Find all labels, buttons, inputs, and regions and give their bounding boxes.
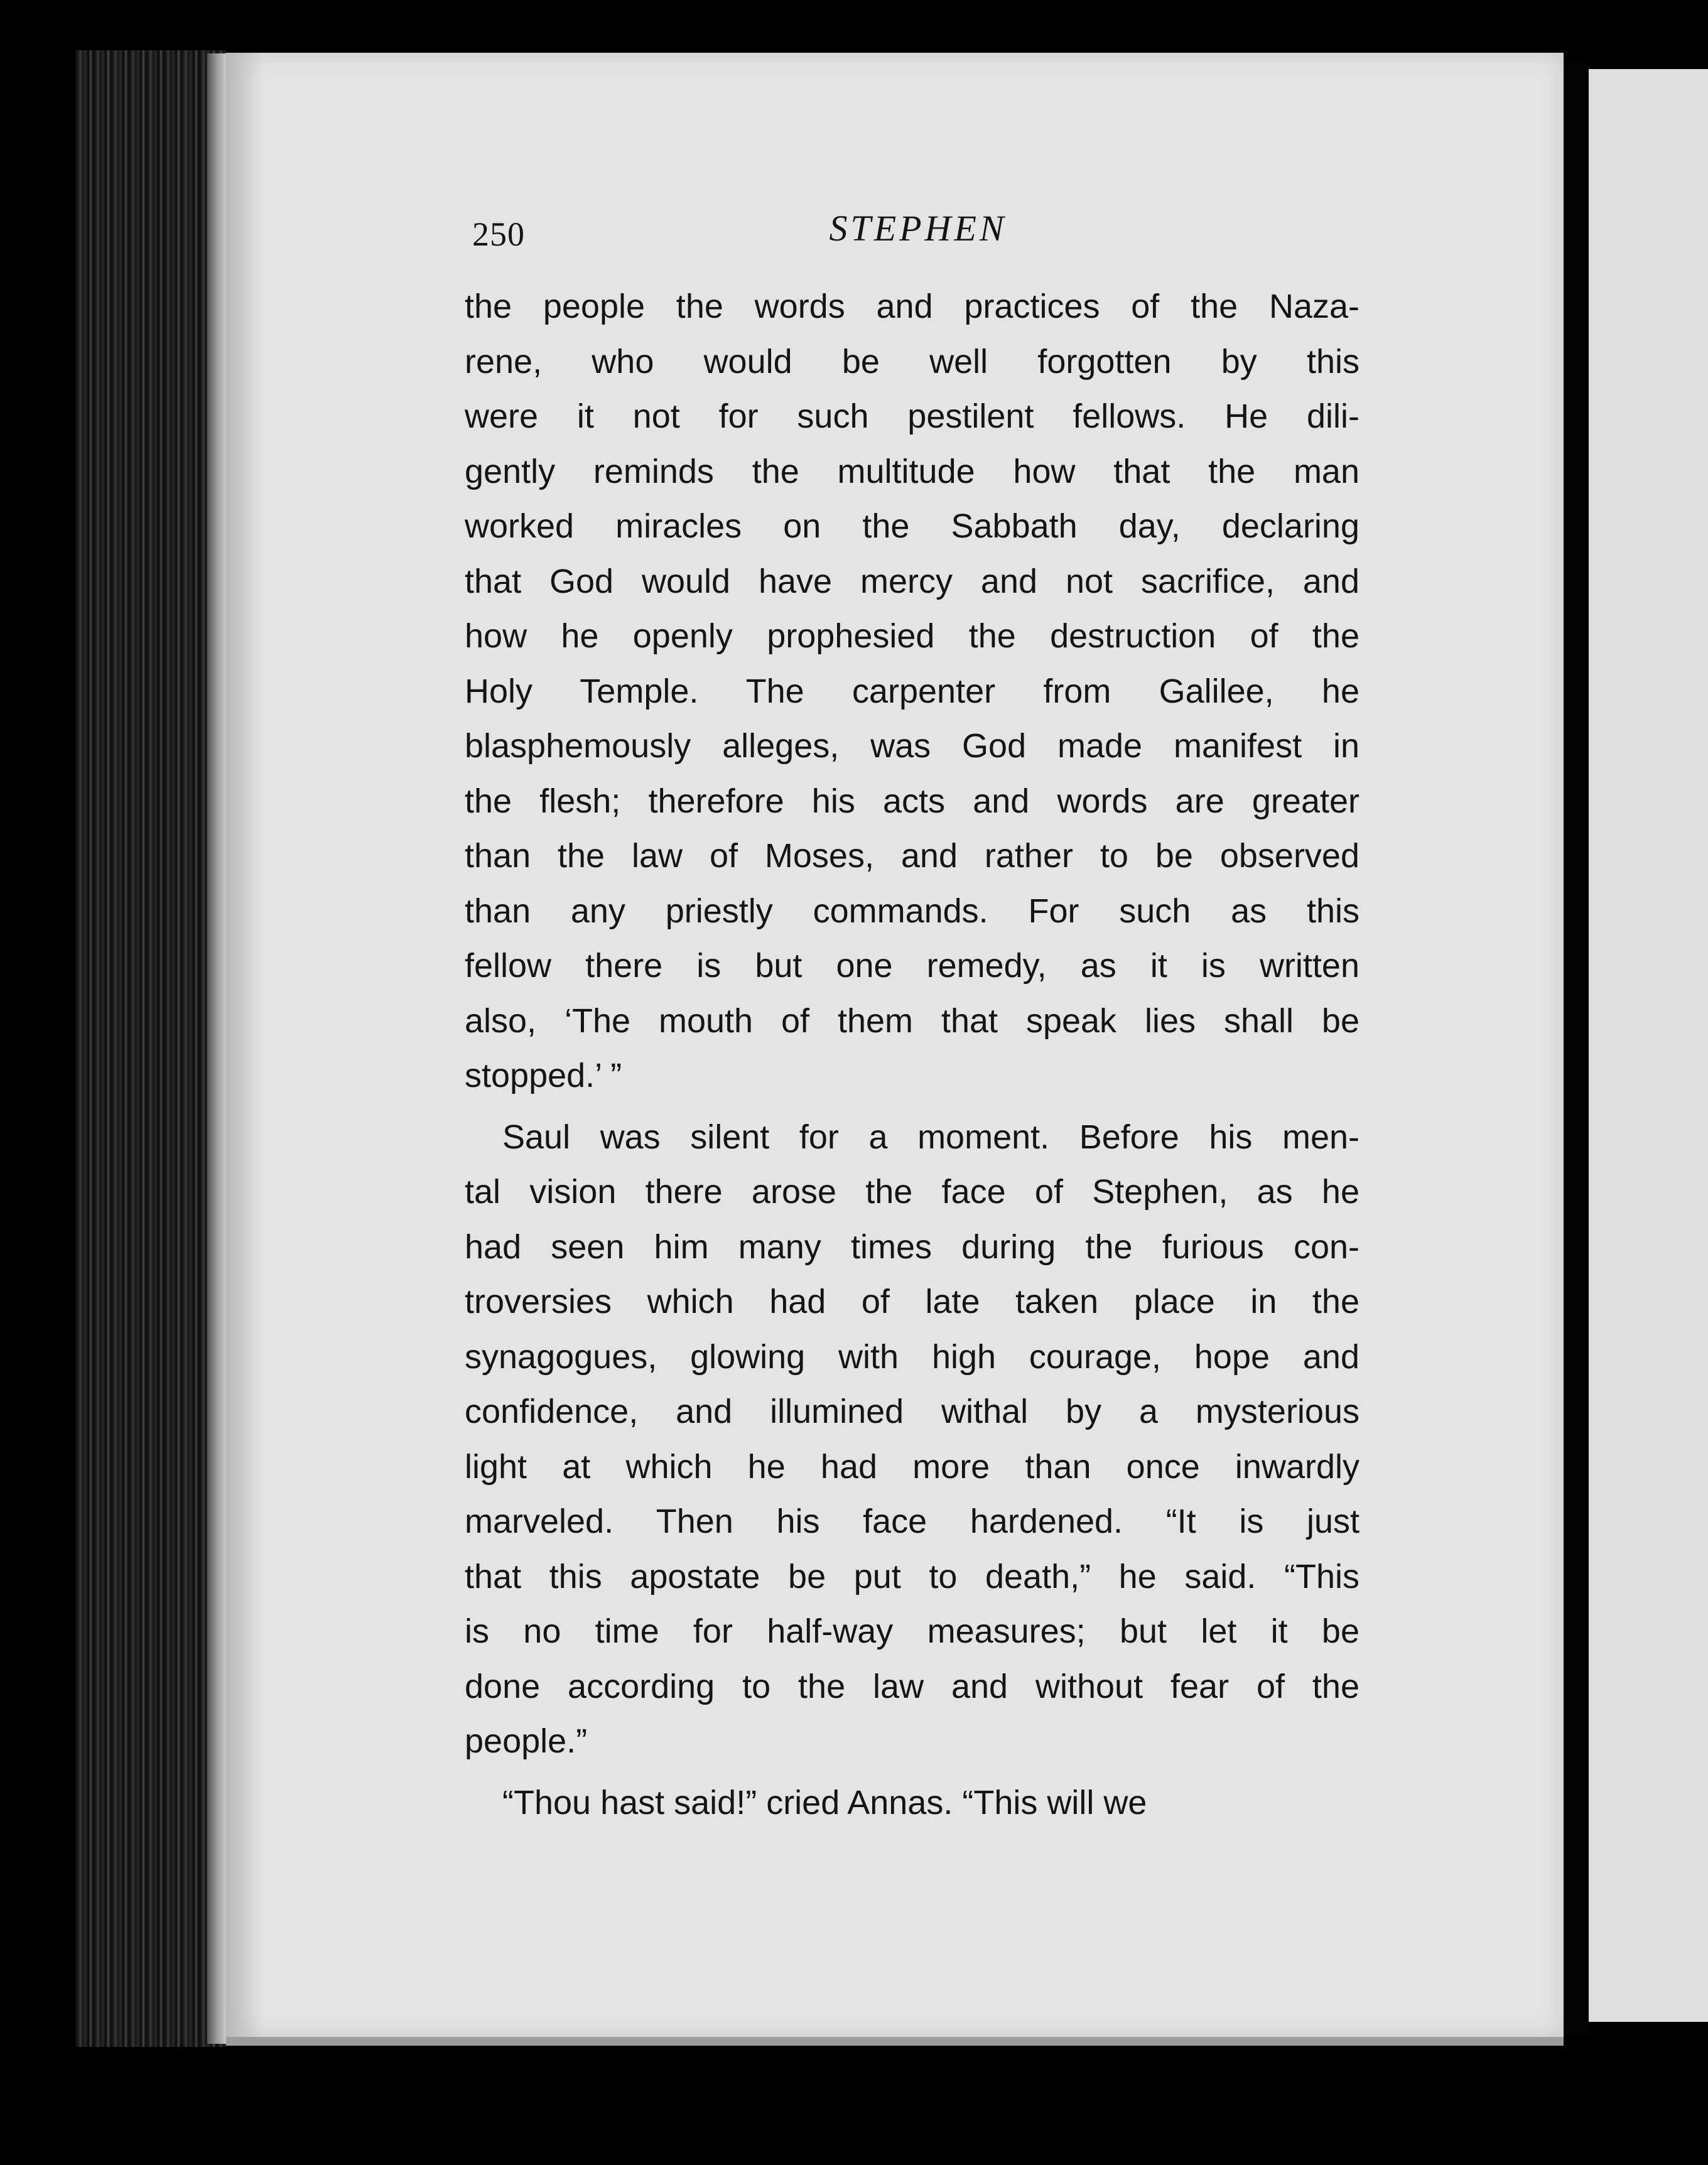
running-title: STEPHEN [829,208,1007,249]
text-line: Holy Temple. The carpenter from Galilee, he [465,672,1359,710]
paper-bottom-edge [226,2037,1564,2046]
book-gutter [1564,63,1589,2034]
facing-page-strip [1589,69,1708,2022]
text-line: people.” [465,1722,588,1760]
text-line: rene, who would be well forgotten by this [465,342,1359,381]
running-head [472,207,1364,264]
text-line: confidence, and illumined withal by a mysterious [465,1393,1359,1430]
text-line: how he openly prophesied the destruction of the [465,617,1359,655]
text-line: were it not for such pestilent fellows. He dili- [465,397,1359,435]
text-line: blasphemously alleges, was God made manifest in [465,727,1359,765]
book-page-edges [75,50,226,2047]
text-line: than any priestly commands. For such as this [465,892,1359,930]
text-line: stopped.’ ” [465,1057,622,1094]
paragraph [465,1110,1359,1769]
text-line: the flesh; therefore his acts and words are greater [465,782,1359,820]
text-line: also, ‘The mouth of them that speak lies shall be [465,1002,1359,1040]
binding-shadow [226,53,264,2037]
text-line: fellow there is but one remedy, as it is written [465,947,1359,985]
paragraph [465,1776,1359,1831]
text-line: Saul was silent for a moment. Before his men- [502,1118,1359,1156]
text-line: done according to the law and without fear of the [465,1667,1359,1705]
text-line: tal vision there arose the face of Stephen, as he [465,1173,1359,1211]
text-line: worked miracles on the Sabbath day, declaring [465,507,1359,545]
text-line: “Thou hast said!” cried Annas. “This will we [502,1783,1147,1822]
text-line: had seen him many times during the furious con- [465,1228,1359,1266]
text-line: synagogues, glowing with high courage, hope and [465,1337,1359,1376]
text-line: that this apostate be put to death,” he said. “This [465,1557,1359,1595]
text-line: that God would have mercy and not sacrifice, and [465,562,1359,600]
paragraph [465,279,1359,1104]
text-line: gently reminds the multitude how that the man [465,452,1359,490]
text-line: the people the words and practices of the Naza- [465,288,1359,325]
page-number: 250 [472,215,525,253]
text-line: is no time for half-way measures; but let it be [465,1612,1359,1650]
text-line: troversies which had of late taken place in the [465,1283,1359,1320]
page-edge-highlight [207,53,226,2044]
text-line: marveled. Then his face hardened. “It is just [465,1503,1359,1540]
text-line: than the law of Moses, and rather to be observed [465,837,1359,875]
text-line: light at which he had more than once inwardly [465,1447,1359,1486]
body-text [465,279,1359,1830]
